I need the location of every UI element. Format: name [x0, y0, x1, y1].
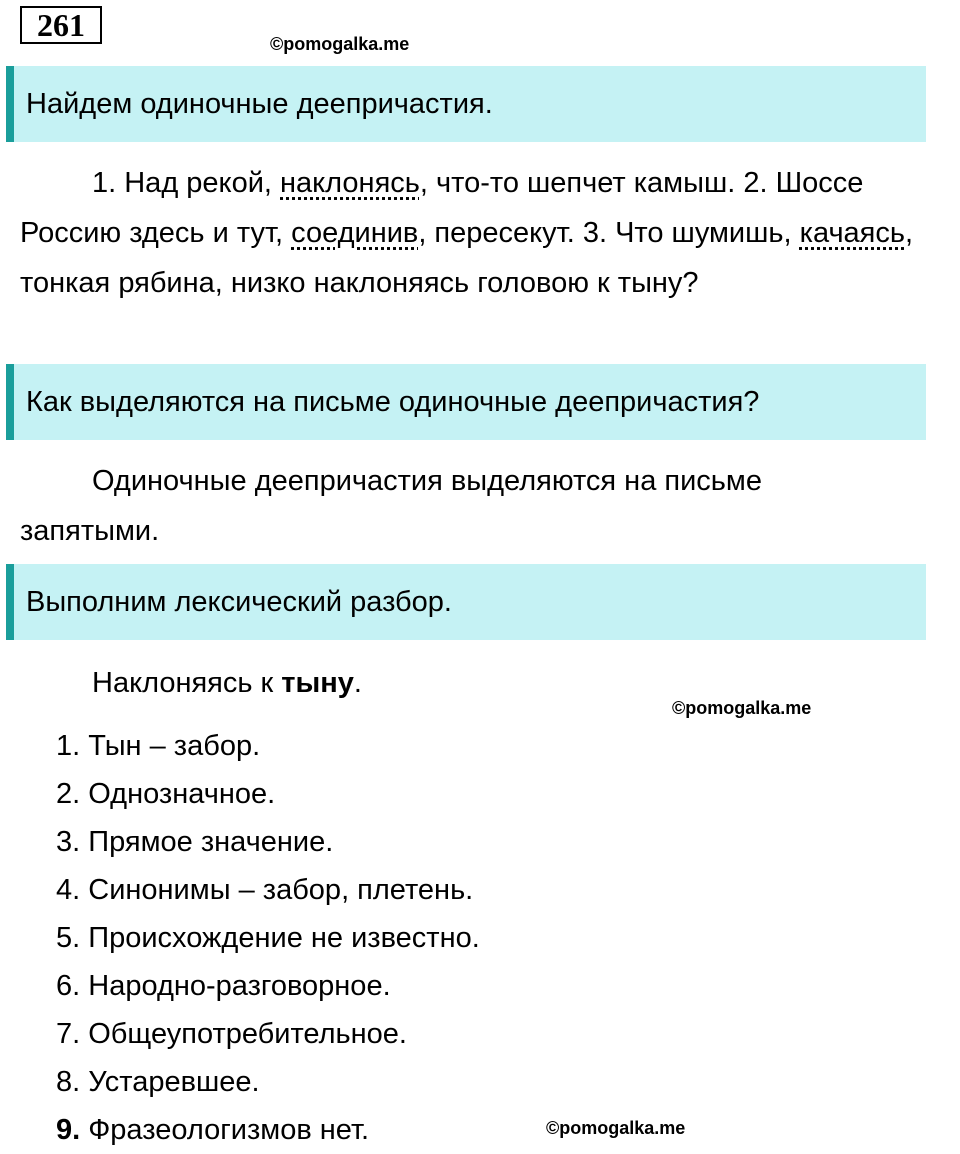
gerund-highlight: соединив — [291, 217, 419, 249]
list-item — [56, 1106, 480, 1154]
section-header-3-text: Выполним лексический разбор. — [26, 585, 452, 618]
phrase-end: . — [353, 667, 362, 699]
list-item-text: Однозначное. — [88, 778, 276, 810]
watermark-bottom: ©pomogalka.me — [546, 1118, 686, 1138]
list-item-text: Фразеологизмов нет. — [88, 1114, 370, 1146]
section-header-3 — [6, 564, 926, 640]
list-item-number: 4. — [56, 874, 81, 906]
phrase-line — [92, 658, 362, 708]
list-item-text: Тын – забор. — [88, 730, 261, 762]
list-item-number: 3. — [56, 826, 81, 858]
phrase-text: Наклоняясь к — [92, 667, 282, 699]
list-item — [56, 962, 480, 1010]
list-item-number: 9. — [56, 1114, 81, 1146]
list-item-text: Устаревшее. — [88, 1066, 260, 1098]
list-item-number: 8. — [56, 1066, 81, 1098]
list-item — [56, 866, 480, 914]
sentences-paragraph — [20, 158, 956, 308]
section-header-1-text: Найдем одиночные деепричастия. — [26, 87, 493, 120]
list-item-number: 6. — [56, 970, 81, 1002]
sentence-text: 1. Над рекой, — [92, 167, 281, 199]
section-header-2-text: Как выделяются на письме одиночные деепричастия? — [26, 385, 760, 418]
answer-paragraph: Одиночные деепричастия выделяются на письме запятыми. — [20, 465, 762, 547]
list-item-number: 2. — [56, 778, 81, 810]
list-item-number: 5. — [56, 922, 81, 954]
list-item — [56, 1010, 480, 1058]
gerund-highlight: качаясь — [799, 217, 905, 249]
watermark-top: ©pomogalka.me — [270, 34, 410, 54]
sentence-text: , что-то шепчет камыш. 2. Шоссе Россию здесь и тут, — [20, 167, 864, 249]
exercise-number: 261 — [20, 6, 102, 44]
list-item-text: Синонимы – забор, плетень. — [88, 874, 474, 906]
sentence-text: , пересекут. 3. Что шумишь, — [418, 217, 800, 249]
list-item — [56, 1058, 480, 1106]
section-header-2 — [6, 364, 926, 440]
list-item-text: Общеупотребительное. — [88, 1018, 407, 1050]
list-item — [56, 722, 480, 770]
list-item-number: 1. — [56, 730, 81, 762]
list-item — [56, 914, 480, 962]
list-item — [56, 818, 480, 866]
sentence-text: , тонкая рябина, низко наклоняясь головою к тыну? — [20, 217, 914, 299]
list-item-number: 7. — [56, 1018, 81, 1050]
section-header-1 — [6, 66, 926, 142]
list-item-text: Происхождение не известно. — [88, 922, 480, 954]
gerund-highlight: наклонясь — [280, 167, 420, 199]
list-item — [56, 770, 480, 818]
phrase-bold-word: тыну — [281, 667, 354, 699]
list-item-text: Прямое значение. — [88, 826, 334, 858]
list-item-text: Народно-разговорное. — [88, 970, 391, 1002]
watermark-middle: ©pomogalka.me — [672, 698, 812, 718]
lexical-analysis-list — [56, 722, 480, 1154]
